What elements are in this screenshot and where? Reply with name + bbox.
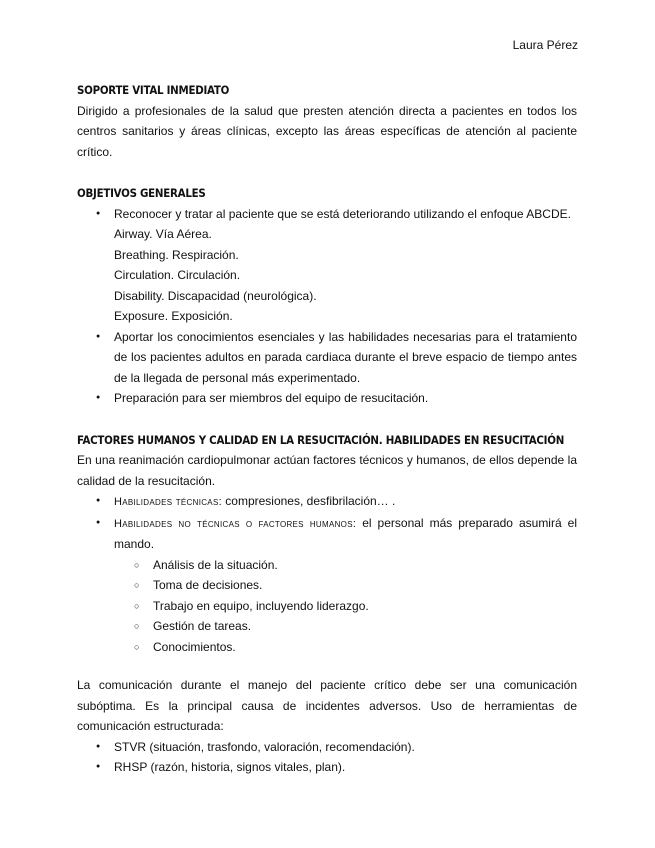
intro-paragraph: Dirigido a profesionales de la salud que presten atención directa a pacientes en todos los centros sanitarios y áreas clínicas, excepto las áreas específicas de atención al paciente crítico. [77,103,577,159]
author-name: Laura Pérez [512,38,578,52]
factores-sub-list [77,555,577,658]
list-item: ○ Conocimientos. [77,637,577,658]
abcde-breathing: Breathing. Respiración. [114,247,239,262]
heading-factores-humanos: FACTORES HUMANOS Y CALIDAD EN LA RESUCITACIÓN. HABILIDADES EN RESUCITACIÓN [77,432,565,447]
heading-soporte-vital: SOPORTE VITAL INMEDIATO [77,83,230,97]
list-item: ○ Análisis de la situación. [77,555,577,576]
document-body [77,80,577,778]
list-item: ● RHSP (razón, historia, signos vitales, plan). [77,757,577,778]
abcde-airway: Airway. Vía Aérea. [114,227,212,241]
list-item: ● Habilidades no técnicas o factores humanos: el personal más preparado asumirá el mando. [77,513,577,555]
objetivo-abcde: Reconocer y tratar al paciente que se está deteriorando utilizando el enfoque ABCDE. [114,206,571,221]
list-item [77,204,577,327]
list-item: ● Habilidades técnicas: compresiones, desfibrilación… . [77,491,577,513]
list-item: ● Preparación para ser miembros del equipo de resucitación. [77,388,577,409]
list-item: ● STVR (situación, trasfondo, valoración, recomendación). [77,737,577,758]
tecnicas-label: Habilidades técnicas: [114,496,222,508]
objetivos-list [77,204,577,409]
list-item: ○ Gestión de tareas. [77,616,577,637]
habilidades-list [77,491,577,555]
herramientas-list [77,737,577,778]
no-tecnicas-label: Habilidades no técnicas o factores humanos: [114,517,357,530]
abcde-exposure: Exposure. Exposición. [114,309,233,323]
list-item: ○ Toma de decisiones. [77,575,577,596]
heading-objetivos: OBJETIVOS GENERALES [77,186,206,200]
factores-intro: En una reanimación cardiopulmonar actúan factores técnicos y humanos, de ellos depende la calidad de la resucitación. [77,453,577,488]
abcde-circulation: Circulation. Circulación. [114,268,241,282]
comunicacion-paragraph: La comunicación durante el manejo del paciente crítico debe ser una comunicación subóptima. Es la principal causa de incidentes adversos. Uso de herramientas de comunicación estructurada: [77,678,577,733]
list-item: ○ Trabajo en equipo, incluyendo liderazgo. [77,596,577,617]
list-item: ● Aportar los conocimientos esenciales y las habilidades necesarias para el tratamiento de los pacientes adultos en parada cardiaca durante el breve espacio de tiempo antes de la llegada de personal más experimentado. [77,327,577,389]
abcde-disability: Disability. Discapacidad (neurológica). [114,288,317,303]
